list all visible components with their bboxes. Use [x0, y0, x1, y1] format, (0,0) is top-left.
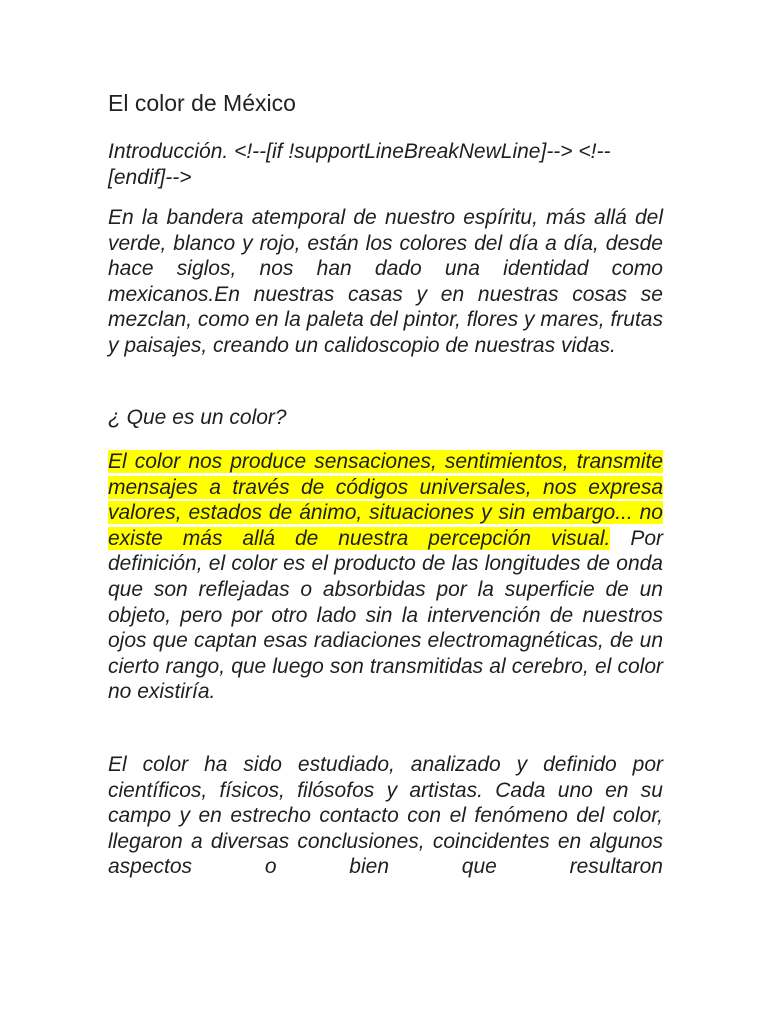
- paragraph-bandera: En la bandera atemporal de nuestro espíritu, más allá del verde, blanco y rojo, están los colores del día a día, desde hace siglos, nos han dado una identidad como mexicanos.En nuestras casas y en nuestras cosas se mezclan, como en la paleta del pintor, flores y mares, frutas y paisajes, creando un calidoscopio de nuestras vidas.: [108, 206, 663, 357]
- intro-heading: Introducción. <!--[if !supportLineBreakNewLine]--> <!--[endif]-->: [108, 140, 611, 189]
- document-title: El color de México: [108, 90, 296, 116]
- paragraph-estudiado: El color ha sido estudiado, analizado y definido por científicos, físicos, filósofos y artistas. Cada uno en su campo y en estrecho contacto con el fenómeno del color, llegaron a diversas conclusiones, coincidentes en algunos aspectos o bien que resultaron: [108, 753, 663, 879]
- highlighted-text: El color nos produce sensaciones, sentimientos, transmite mensajes a través de códigos universales, nos expresa valores, estados de ánimo, situaciones y sin embargo... no existe más allá de nuestra percepción visual.: [108, 450, 663, 550]
- question-heading: ¿ Que es un color?: [108, 406, 287, 429]
- paragraph-definicion: [108, 449, 663, 705]
- paragraph-definicion-rest: Por definición, el color es el producto de las longitudes de onda que son reflejadas o absorbidas por la superficie de un objeto, pero por otro lado sin la intervención de nuestros ojos que captan esas radiaciones electromagnéticas, de un cierto rango, que luego son transmitidas al cerebro, el color no existiría.: [108, 526, 664, 704]
